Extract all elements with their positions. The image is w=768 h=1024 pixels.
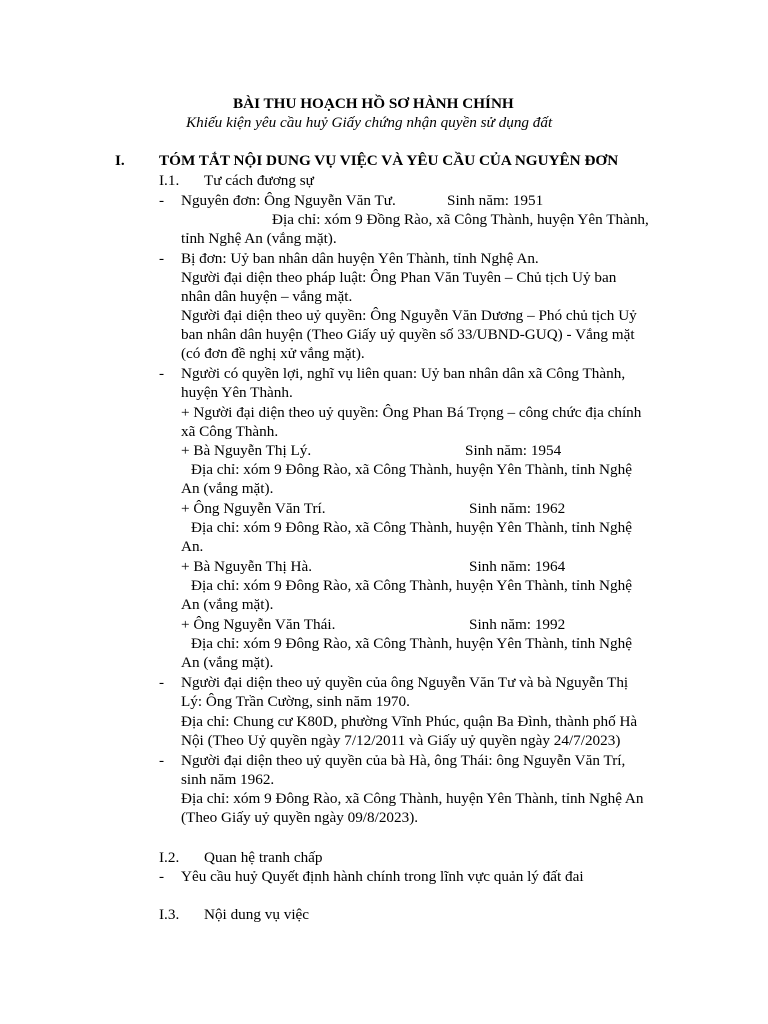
authorized-rep-address: (Theo Giấy uỷ quyền ngày 09/8/2023). [181, 809, 419, 826]
related-person-address: Địa chỉ: xóm 9 Đông Rào, xã Công Thành, huyện Yên Thành, tỉnh Nghệ [191, 461, 632, 478]
defendant-legal-rep: Người đại diện theo pháp luật: Ông Phan Văn Tuyên – Chủ tịch Uỷ ban [181, 269, 617, 286]
plaintiff-birth-year: Sinh năm: 1951 [447, 192, 544, 209]
list-bullet: - [159, 192, 165, 209]
related-person-address: Địa chỉ: xóm 9 Đông Rào, xã Công Thành, huyện Yên Thành, tỉnh Nghệ [191, 577, 632, 594]
document-subtitle: Khiếu kiện yêu cầu huỷ Giấy chứng nhận quyền sử dụng đất [186, 114, 553, 131]
related-person-birth-year: Sinh năm: 1964 [469, 558, 566, 575]
plaintiff-address: Địa chỉ: xóm 9 Đồng Rào, xã Công Thành, huyện Yên Thành, [272, 211, 649, 228]
related-person-name: + Bà Nguyễn Thị Hà. [181, 558, 313, 575]
list-bullet: - [159, 250, 165, 267]
defendant-name: Bị đơn: Uỷ ban nhân dân huyện Yên Thành, tỉnh Nghệ An. [181, 250, 539, 267]
subsection-label: Nội dung vụ việc [204, 906, 310, 923]
related-person-address: An (vắng mặt). [181, 596, 274, 613]
related-person-address: Địa chỉ: xóm 9 Đông Rào, xã Công Thành, huyện Yên Thành, tỉnh Nghệ [191, 519, 632, 536]
related-person-name: + Bà Nguyễn Thị Lý. [181, 442, 312, 459]
list-bullet: - [159, 752, 165, 769]
list-bullet: - [159, 674, 165, 691]
related-party: huyện Yên Thành. [181, 384, 293, 401]
related-person-birth-year: Sinh năm: 1992 [469, 616, 566, 633]
subsection-label: Quan hệ tranh chấp [204, 849, 323, 866]
related-party-rep: + Người đại diện theo uỷ quyền: Ông Phan Bá Trọng – công chức địa chính [181, 404, 642, 421]
authorized-rep: Người đại diện theo uỷ quyền của bà Hà, ông Thái: ông Nguyễn Văn Trí, [181, 752, 626, 769]
authorized-rep-address: Nội (Theo Uỷ quyền ngày 7/12/2011 và Giấy uỷ quyền ngày 24/7/2023) [181, 732, 621, 749]
related-person-address: An (vắng mặt). [181, 480, 274, 497]
plaintiff-name: Nguyên đơn: Ông Nguyễn Văn Tư. [181, 192, 396, 209]
related-person-name: + Ông Nguyễn Văn Thái. [181, 616, 336, 633]
subsection-number: I.1. [159, 172, 180, 189]
related-person-birth-year: Sinh năm: 1962 [469, 500, 566, 517]
subsection-number: I.3. [159, 906, 180, 923]
document-title: BÀI THU HOẠCH HỒ SƠ HÀNH CHÍNH [233, 95, 514, 112]
dispute-item: Yêu cầu huỷ Quyết định hành chính trong lĩnh vực quản lý đất đai [181, 868, 584, 885]
related-party-rep: xã Công Thành. [181, 423, 279, 440]
authorized-rep-address: Địa chỉ: Chung cư K80D, phường Vĩnh Phúc, quận Ba Đình, thành phố Hà [181, 713, 638, 730]
defendant-authorized-rep: (có đơn đề nghị xử vắng mặt). [181, 345, 365, 362]
plaintiff-address: tỉnh Nghệ An (vắng mặt). [181, 230, 337, 247]
subsection-number: I.2. [159, 849, 180, 866]
defendant-authorized-rep: Người đại diện theo uỷ quyền: Ông Nguyễn Văn Dương – Phó chủ tịch Uỷ [181, 307, 637, 324]
related-person-address: Địa chỉ: xóm 9 Đông Rào, xã Công Thành, huyện Yên Thành, tỉnh Nghệ [191, 635, 632, 652]
list-bullet: - [159, 365, 165, 382]
subsection-label: Tư cách đương sự [204, 172, 314, 189]
related-person-birth-year: Sinh năm: 1954 [465, 442, 562, 459]
defendant-legal-rep: nhân dân huyện – vắng mặt. [181, 288, 353, 305]
section-heading: TÓM TẮT NỘI DUNG VỤ VIỆC VÀ YÊU CẦU CỦA NGUYÊN ĐƠN [159, 152, 619, 169]
related-party: Người có quyền lợi, nghĩ vụ liên quan: Uỷ ban nhân dân xã Công Thành, [181, 365, 626, 382]
authorized-rep-address: Địa chỉ: xóm 9 Đông Rào, xã Công Thành, huyện Yên Thành, tỉnh Nghệ An [181, 790, 644, 807]
related-person-address: An (vắng mặt). [181, 654, 274, 671]
list-bullet: - [159, 868, 165, 885]
related-person-name: + Ông Nguyễn Văn Trí. [181, 500, 326, 517]
authorized-rep: Lý: Ông Trần Cường, sinh năm 1970. [181, 693, 410, 710]
defendant-authorized-rep: ban nhân dân huyện (Theo Giấy uỷ quyền số 33/UBND-GUQ) - Vắng mặt [181, 326, 635, 343]
authorized-rep: Người đại diện theo uỷ quyền của ông Nguyễn Văn Tư và bà Nguyễn Thị [181, 674, 629, 691]
related-person-address: An. [181, 538, 204, 555]
section-number: I. [115, 152, 125, 169]
authorized-rep: sinh năm 1962. [181, 771, 275, 788]
